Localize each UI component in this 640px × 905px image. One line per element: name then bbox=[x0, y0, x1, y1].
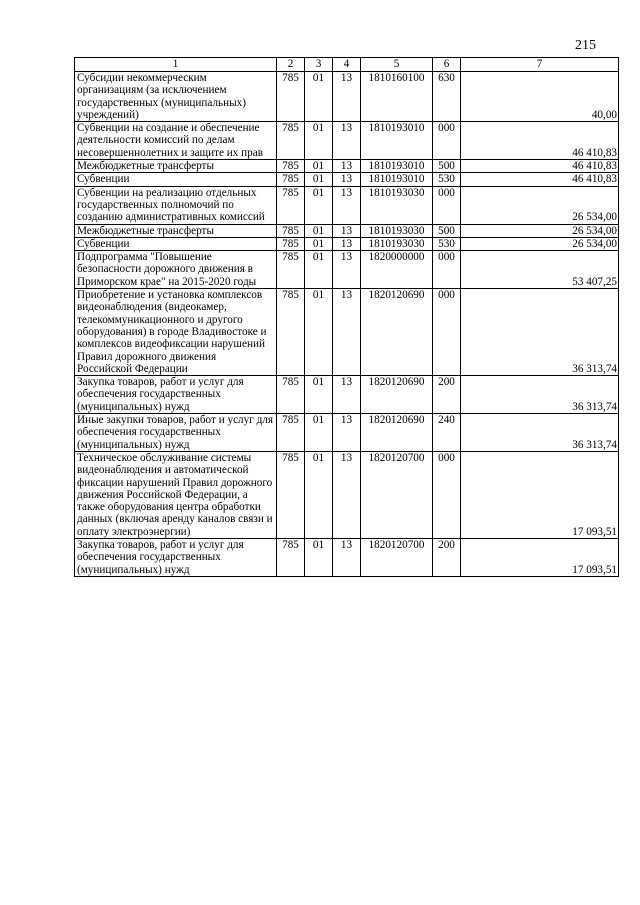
table-row bbox=[75, 237, 619, 250]
row-section-code: 01 bbox=[305, 122, 333, 160]
row-section-code: 01 bbox=[305, 72, 333, 122]
row-amount: 26 534,00 bbox=[461, 237, 619, 250]
row-amount: 46 410,83 bbox=[461, 160, 619, 173]
row-ministry-code: 785 bbox=[277, 538, 305, 576]
header-cell-4: 4 bbox=[333, 58, 361, 72]
row-target-code: 1810193010 bbox=[361, 122, 433, 160]
row-expense-type-code: 200 bbox=[433, 376, 461, 414]
header-cell-7: 7 bbox=[461, 58, 619, 72]
row-name: Иные закупки товаров, работ и услуг для обеспечения государственных (муниципальных) нужд bbox=[75, 414, 277, 452]
row-target-code: 1810193010 bbox=[361, 173, 433, 186]
row-section-code: 01 bbox=[305, 289, 333, 376]
row-section-code: 01 bbox=[305, 224, 333, 237]
row-name: Субвенции на реализацию отдельных государственных полномочий по созданию административных комиссий bbox=[75, 186, 277, 224]
row-subsection-code: 13 bbox=[333, 224, 361, 237]
row-section-code: 01 bbox=[305, 376, 333, 414]
row-ministry-code: 785 bbox=[277, 72, 305, 122]
row-ministry-code: 785 bbox=[277, 451, 305, 538]
row-amount: 26 534,00 bbox=[461, 186, 619, 224]
row-expense-type-code: 630 bbox=[433, 72, 461, 122]
row-section-code: 01 bbox=[305, 251, 333, 289]
row-amount: 36 313,74 bbox=[461, 289, 619, 376]
row-ministry-code: 785 bbox=[277, 376, 305, 414]
row-expense-type-code: 000 bbox=[433, 186, 461, 224]
row-expense-type-code: 500 bbox=[433, 160, 461, 173]
table-row bbox=[75, 122, 619, 160]
row-expense-type-code: 200 bbox=[433, 538, 461, 576]
row-expense-type-code: 000 bbox=[433, 251, 461, 289]
row-ministry-code: 785 bbox=[277, 414, 305, 452]
table-row bbox=[75, 376, 619, 414]
row-subsection-code: 13 bbox=[333, 160, 361, 173]
row-subsection-code: 13 bbox=[333, 237, 361, 250]
row-amount: 46 410,83 bbox=[461, 173, 619, 186]
row-name: Межбюджетные трансферты bbox=[75, 224, 277, 237]
row-amount: 26 534,00 bbox=[461, 224, 619, 237]
row-ministry-code: 785 bbox=[277, 173, 305, 186]
row-ministry-code: 785 bbox=[277, 289, 305, 376]
row-target-code: 1820120690 bbox=[361, 289, 433, 376]
row-amount: 36 313,74 bbox=[461, 376, 619, 414]
row-expense-type-code: 530 bbox=[433, 173, 461, 186]
row-target-code: 1810160100 bbox=[361, 72, 433, 122]
row-section-code: 01 bbox=[305, 160, 333, 173]
table-row bbox=[75, 72, 619, 122]
row-ministry-code: 785 bbox=[277, 224, 305, 237]
row-target-code: 1810193030 bbox=[361, 186, 433, 224]
table-row bbox=[75, 186, 619, 224]
row-expense-type-code: 240 bbox=[433, 414, 461, 452]
table-row bbox=[75, 224, 619, 237]
header-cell-2: 2 bbox=[277, 58, 305, 72]
header-cell-6: 6 bbox=[433, 58, 461, 72]
row-subsection-code: 13 bbox=[333, 122, 361, 160]
row-subsection-code: 13 bbox=[333, 414, 361, 452]
table-row bbox=[75, 251, 619, 289]
row-section-code: 01 bbox=[305, 414, 333, 452]
row-subsection-code: 13 bbox=[333, 451, 361, 538]
row-amount: 17 093,51 bbox=[461, 451, 619, 538]
row-section-code: 01 bbox=[305, 186, 333, 224]
row-target-code: 1810193010 bbox=[361, 160, 433, 173]
header-cell-3: 3 bbox=[305, 58, 333, 72]
row-target-code: 1820000000 bbox=[361, 251, 433, 289]
row-ministry-code: 785 bbox=[277, 160, 305, 173]
row-expense-type-code: 000 bbox=[433, 451, 461, 538]
table-row bbox=[75, 451, 619, 538]
row-ministry-code: 785 bbox=[277, 237, 305, 250]
row-ministry-code: 785 bbox=[277, 122, 305, 160]
row-expense-type-code: 000 bbox=[433, 289, 461, 376]
row-expense-type-code: 000 bbox=[433, 122, 461, 160]
row-target-code: 1820120690 bbox=[361, 414, 433, 452]
row-section-code: 01 bbox=[305, 173, 333, 186]
row-subsection-code: 13 bbox=[333, 376, 361, 414]
row-name: Межбюджетные трансферты bbox=[75, 160, 277, 173]
row-name: Субвенции bbox=[75, 173, 277, 186]
row-amount: 40,00 bbox=[461, 72, 619, 122]
budget-table bbox=[74, 57, 619, 577]
table-row bbox=[75, 538, 619, 576]
row-ministry-code: 785 bbox=[277, 251, 305, 289]
row-name: Приобретение и установка комплексов видеонаблюдения (видеокамер, телекоммуникационного и другого оборудования) в городе Владивостоке и комплексов видеофиксации нарушений Правил дорожного движения Российской Федерации bbox=[75, 289, 277, 376]
table-row bbox=[75, 173, 619, 186]
row-name: Техническое обслуживание системы видеонаблюдения и автоматической фиксации нарушений Правил дорожного движения Российской Федерации, а также оборудования центра обработки данных (включая аренду каналов связи и оплату электроэнергии) bbox=[75, 451, 277, 538]
table-row bbox=[75, 414, 619, 452]
row-subsection-code: 13 bbox=[333, 251, 361, 289]
row-expense-type-code: 500 bbox=[433, 224, 461, 237]
row-amount: 17 093,51 bbox=[461, 538, 619, 576]
row-name: Субсидии некоммерческим организациям (за исключением государственных (муниципальных) учреждений) bbox=[75, 72, 277, 122]
header-cell-1: 1 bbox=[75, 58, 277, 72]
row-subsection-code: 13 bbox=[333, 72, 361, 122]
row-ministry-code: 785 bbox=[277, 186, 305, 224]
row-section-code: 01 bbox=[305, 538, 333, 576]
row-amount: 53 407,25 bbox=[461, 251, 619, 289]
row-target-code: 1810193030 bbox=[361, 237, 433, 250]
row-target-code: 1810193030 bbox=[361, 224, 433, 237]
row-name: Субвенции bbox=[75, 237, 277, 250]
row-target-code: 1820120700 bbox=[361, 538, 433, 576]
row-subsection-code: 13 bbox=[333, 186, 361, 224]
header-row bbox=[75, 58, 619, 72]
page-number: 215 bbox=[575, 38, 596, 53]
row-amount: 36 313,74 bbox=[461, 414, 619, 452]
row-amount: 46 410,83 bbox=[461, 122, 619, 160]
row-name: Закупка товаров, работ и услуг для обеспечения государственных (муниципальных) нужд bbox=[75, 538, 277, 576]
row-name: Закупка товаров, работ и услуг для обеспечения государственных (муниципальных) нужд bbox=[75, 376, 277, 414]
row-expense-type-code: 530 bbox=[433, 237, 461, 250]
row-subsection-code: 13 bbox=[333, 173, 361, 186]
row-section-code: 01 bbox=[305, 451, 333, 538]
row-target-code: 1820120690 bbox=[361, 376, 433, 414]
table-row bbox=[75, 160, 619, 173]
row-name: Подпрограмма "Повышение безопасности дорожного движения в Приморском крае" на 2015-2020 годы bbox=[75, 251, 277, 289]
row-section-code: 01 bbox=[305, 237, 333, 250]
row-target-code: 1820120700 bbox=[361, 451, 433, 538]
row-subsection-code: 13 bbox=[333, 289, 361, 376]
row-subsection-code: 13 bbox=[333, 538, 361, 576]
header-cell-5: 5 bbox=[361, 58, 433, 72]
row-name: Субвенции на создание и обеспечение деятельности комиссий по делам несовершеннолетних и защите их прав bbox=[75, 122, 277, 160]
table-row bbox=[75, 289, 619, 376]
